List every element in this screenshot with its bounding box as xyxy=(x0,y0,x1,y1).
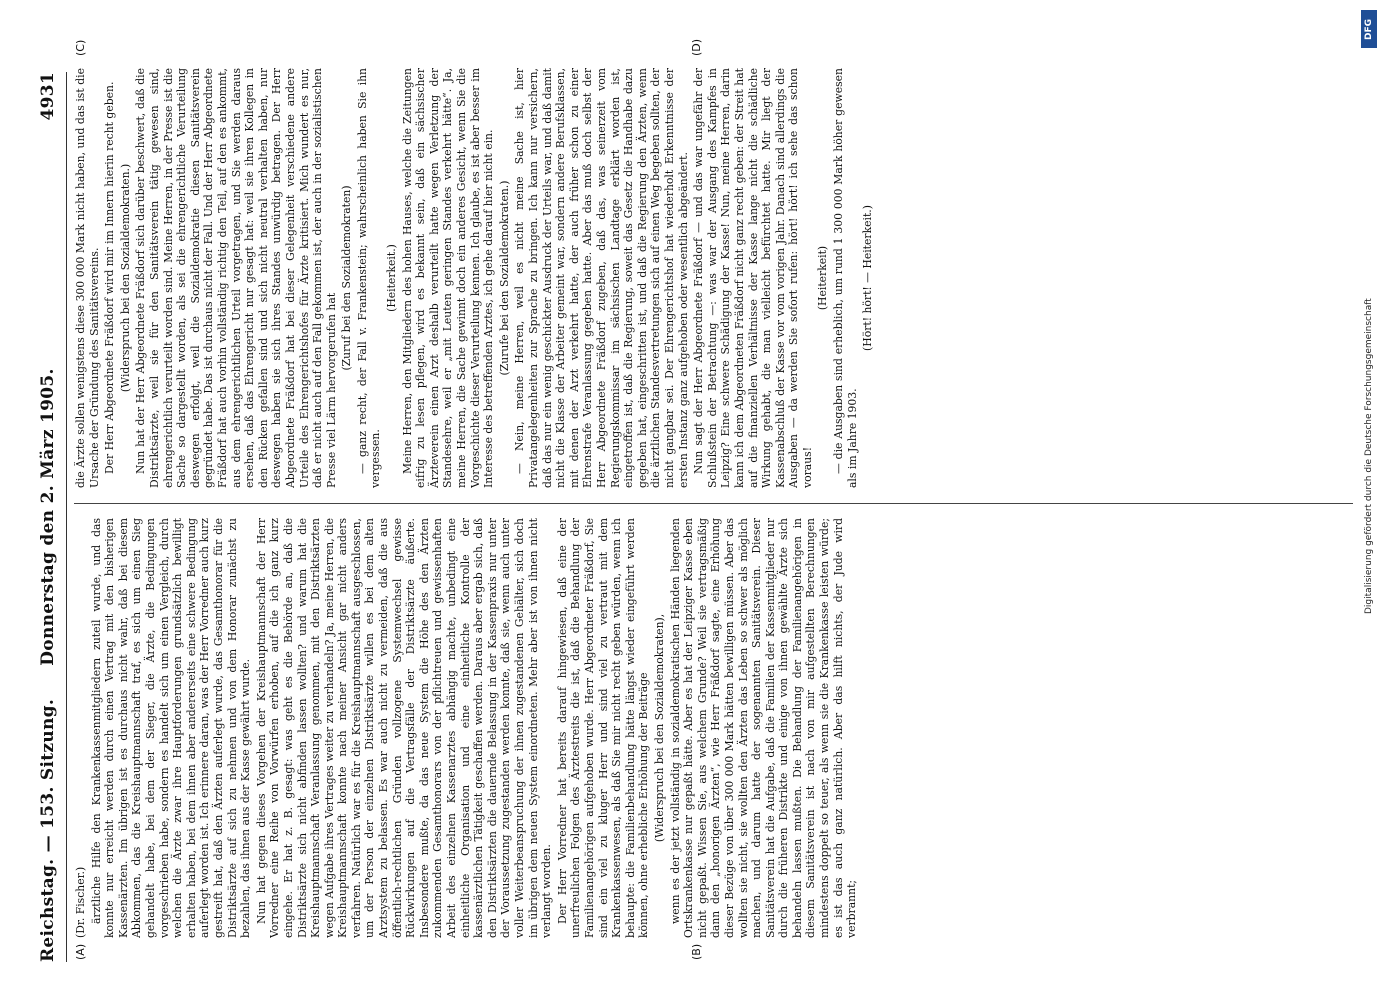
paragraph: (Heiterkeit.) xyxy=(385,244,399,312)
paragraph: Meine Herren, den Mitgliedern des hohen Hauses, welche die Zeitungen eifrig zu lesen pflegen, wird es bekannt sein, daß ein sächsischer Ärzteverein einen Arzt deshalb verurteilt hatte wegen Verletzung der Standesehre, weil er „mit Leuten geringen Standes verkehrt hätte“. Ja, meine Herren, die Sache gewinnt doch ein anderes Gesicht, wenn Sie die Vorgeschichte dieser Verurteilung kennen. Ich glaube, es ist aber besser im Interesse des betreffenden Arztes, ich gehe darauf hier nicht ein. xyxy=(400,68,496,488)
paragraph: (Zuruf bei den Sozialdemokraten) xyxy=(340,185,354,371)
paragraph: Nun hat der Herr Abgeordnete Fräßdorf sich darüber beschwert, daß die Distriktsärzte, weil sie für den Sanitätsverein tätig gewesen sind, ehrengerichtlich verurteilt worden sind. Meine Herren, in der Presse ist die Sache so dargestellt worden, als sei die ehrengerichtliche Verurteilung deswegen erfolgt, weil die Sozialdemokratie diesen Sanitätsverein gegründet habe. Das ist durchaus nicht der Fall. Und der Herr Abgeordnete Fräßdorf hat auch vorhin vollständig richtig den Teil, auf den es ankommt, aus dem ehrengerichtlichen Urteil vorgetragen, und Sie werden daraus ersehen, daß das Ehrengericht nur gesagt hat: weil sie ihren Kollegen in den Rücken gefallen sind und sich nicht neutral verhalten haben, nur deswegen haben sie sich ihres Standes unwürdig betragen. Der Herr Abgeordnete Fräßdorf hat bei dieser Gelegenheit verschiedene andere Urteile des Ehrengerichtshofes für Ärzte kritisiert. Mich wundert es nur, daß er nicht auch auf den Fall gekommen ist, der auch in der sozialistischen Presse viel Lärm hervorgerufen hat xyxy=(134,68,338,488)
margin-marker-c: (C) xyxy=(74,39,87,56)
paragraph: (Heiterkeit) xyxy=(816,245,830,311)
paragraph: Nun hat gegen dieses Vorgehen der Kreishauptmannschaft der Herr Vorredner eine Reihe von Vorwürfen erhoben, auf die ich ganz kurz eingehe. Er hat z. B. gesagt: was geht es die Behörde an, daß die Distriktsärzte sich nicht abfinden lassen wollten? und warum hat die Kreishauptmannschaft Veranlassung genommen, mit den Distriktsärzten wegen Aufgabe ihres Vertrages weiter zu verhandeln? Ja, meine Herren, die Kreishauptmannschaft konnte nach meiner Ansicht gar nicht anders verfahren. Natürlich war es für die Kreishauptmannschaft ausgeschlossen, um der Person der einzelnen Distriktsärzte willen es bei dem alten Arztsystem zu belassen. Es war auch nicht zu vermeiden, daß die aus öffentlich-rechtlichen Gründen vollzogene Systemwechsel gewisse Rückwirkungen auf die Vertragsfälle der Distriktsärzte äußerte. Insbesondere mußte, da das neue System die Höhe des den Ärzten zukommenden Gesamthonorars von der pflichtreuen und gewissenhaften Arbeit des einzelnen Kassenarztes abhängig machte, unbedingt eine einheitliche Organisation und eine einheitliche Kontrolle der kassenärztlichen Tätigkeit geschaffen werden. Daraus aber ergab sich, daß den Distriktsärzten die dauernde Belassung in der Kassenpraxis nur unter der Voraussetzung zugestanden werden konnte, daß sie, wenn auch unter voller Weiterbeanspruchung der ihnen zugestandenen Gehälter, sich doch im übrigen dem neuen System einordneten. Mehr aber ist von ihnen nicht verlangt worden. xyxy=(254,518,554,938)
paragraph: ärztliche Hilfe den Krankenkassenmitgliedern zuteil wurde, und das konnte nur erreicht werden durch einen Vertrag mit den bisherigen Kassenärzten. Im übrigen ist es durchaus nicht wahr, daß bei diesem Abkommen, das die Kreishauptmannschaft traf, es sich um einen Sieg gehandelt habe, bei dem der Sieger, die Ärzte, die Bedingungen vorgeschrieben habe, sondern es handelt sich um einen Vergleich, durch welchen die Ärzte zwar ihre Hauptforderungen grundsätzlich bewilligt erhalten haben, bei dem ihnen aber andererseits eine schwere Bedingung auferlegt worden ist. Ich erinnere daran, was der Herr Vorredner auch kurz gestreift hat, daß den Ärzten auferlegt wurde, das Gesamthonorar für die Distriktsärzte auf sich zu nehmen und von dem Honorar zunächst zu bezahlen, das ihnen aus der Kasse gewährt wurde. xyxy=(89,518,253,938)
header-left: Reichstag. — 153. Sitzung. xyxy=(38,698,58,962)
paragraph: die Ärzte sollen wenigstens diese 300 000 Mark nicht haben, und das ist die Ursache der Gründung des Sanitätsvereins. xyxy=(74,68,101,488)
paragraph: (Widerspruch bei den Sozialdemokraten), xyxy=(652,613,666,843)
paragraph: Nun sagt der Herr Abgeordnete Fräßdorf — und das war ungefähr der Schlußstein der Betrachtung —: was war der Ausgang des Kampfes in Leipzig? Eine schwere Schädigung der Kasse! Nun, meine Herren, darin kann ich dem Abgeordneten Fräßdorf nicht ganz recht geben: der Streit hat auf die finanziellen Verhältnisse der Kasse lange nicht die schädliche Wirkung gehabt, die man vielleicht befürchtet hatte. Mir liegt der Kassenabschluß der Kasse vor vom vorigen Jahr. Danach sind allerdings die Ausgaben — da werden Sie sofort rufen: hört! hört! ich sehe das schon voraus! xyxy=(692,68,814,488)
dfg-logo: DFG xyxy=(1361,10,1377,48)
paragraph: wenn es der jetzt vollständig in sozialdemokratischen Händen liegenden Ortskrankenkasse nur gepaßt hätte. Aber es hat der Leipziger Kasse eben nicht gepaßt. Wissen Sie, aus welchem Grunde? Weil sie vertragsmäßig dann den „honorigen Ärzten“, wie Herr Fräßdorf sagte, eine Erhöhung dieser Bezüge von über 300 000 Mark hätten bewilligen müssen. Aber das wollten sie nicht, sie wollten den Ärzten das Leben so schwer als möglich machen, und darum hatte der sogenannten Sanitätsverein. Dieser Sanitätsverein hat die Aufgabe, daß die Familien der Kassenmitglieder nur durch die früheren Distrikte und einige von ihnen gewählte Ärzte sich behandeln lassen mußten. Die Behandlung der Familienangehörigen in diesem Sanitätsverein ist nach von mir aufgestellten Berechnungen mindestens doppelt so teuer, als wenn sie die Krankenkasse leisten würde; es ist das auch ganz natürlich. Aber das hilft nichts, der Jude wird verbrannt; xyxy=(668,518,859,938)
paragraph: Der Herr Abgeordnete Fräßdorf wird mir im Innern hierin recht geben. xyxy=(103,81,117,474)
paragraph: (Widerspruch bei den Sozialdemokraten.) xyxy=(118,163,132,393)
margin-marker-d: (D) xyxy=(690,38,703,56)
paragraph: — die Ausgaben sind erheblich, um rund 1 300 000 Mark höher gewesen als im Jahre 1903. xyxy=(832,68,859,488)
paragraph: — ganz recht, der Fall v. Frankenstein; wahrscheinlich haben Sie ihn vergessen. xyxy=(355,68,383,488)
text-column-left xyxy=(74,518,1353,938)
page-header xyxy=(38,72,60,962)
margin-marker-b: (B) xyxy=(690,943,703,960)
header-date: Donnerstag den 2. März 1905. xyxy=(38,368,58,666)
paragraph: — Nein, meine Herren, weil es nicht meine Sache ist, hier Privatangelegenheiten zur Sprache zu bringen. Ich kann nur versichern, daß das nur ein wenig geschickter Ausdruck der Urteils war, und daß damit nicht die Klasse der Arbeiter gemeint war, sondern andere Berufsklassen, mit denen der Arzt verkehrt hatte, der auch früher schon zu einer Ehrenstrafe Veranlassung gegeben hatte. Aber das muß doch selbst der Herr Abgeordnete Fräßdorf zugeben, daß das, was seinerzeit vom Regierungskommissar im sächsischen Landtage erklärt worden ist, eingetroffen ist, daß die Regierung, soweit das Gesetz die Handhabe dazu gegeben hat, eingeschritten ist, und daß die Regierung den Ärzten, wenn die ärztlichen Standesvertretungen sich auf einen Weg begeben sollten, der nicht gangbar sei. Der Ehrengerichtshof hat wiederholt Erkenntnisse der ersten Instanz ganz aufgehoben oder wesentlich abgeändert. xyxy=(513,68,690,488)
paragraph: (Dr. Fischer.) xyxy=(74,866,87,938)
header-rule xyxy=(66,72,67,962)
text-column-right xyxy=(74,68,1353,488)
paragraph: (Hört! hört! — Heiterkeit.) xyxy=(861,205,875,351)
dfg-credit-text: Digitalisierung gefördert durch die Deutsche Forschungsgemeinschaft xyxy=(1364,298,1374,614)
paragraph: (Zurufe bei den Sozialdemokraten.) xyxy=(497,180,511,376)
column-divider xyxy=(74,503,1353,504)
margin-marker-a: (A) xyxy=(74,943,87,960)
page-number: 4931 xyxy=(38,72,58,121)
dfg-stamp xyxy=(1355,0,1383,1000)
paragraph: Der Herr Vorredner hat bereits darauf hingewiesen, daß eine der unerfreulichen Folgen des Ärztestreits die ist, daß die Behandlung der Familienangehörigen aufgehoben wurde. Herr Abgeordneter Fräßdorf, Sie sind ein viel zu kluger Herr und sind viel zu vertraut mit dem Krankenkassenwesen, als daß Sie mir nicht recht geben würden, wenn ich behaupte: die Familienbehandlung hätte längst wieder eingeführt werden können, ohne erhebliche Erhöhung der Beiträge xyxy=(555,518,651,938)
